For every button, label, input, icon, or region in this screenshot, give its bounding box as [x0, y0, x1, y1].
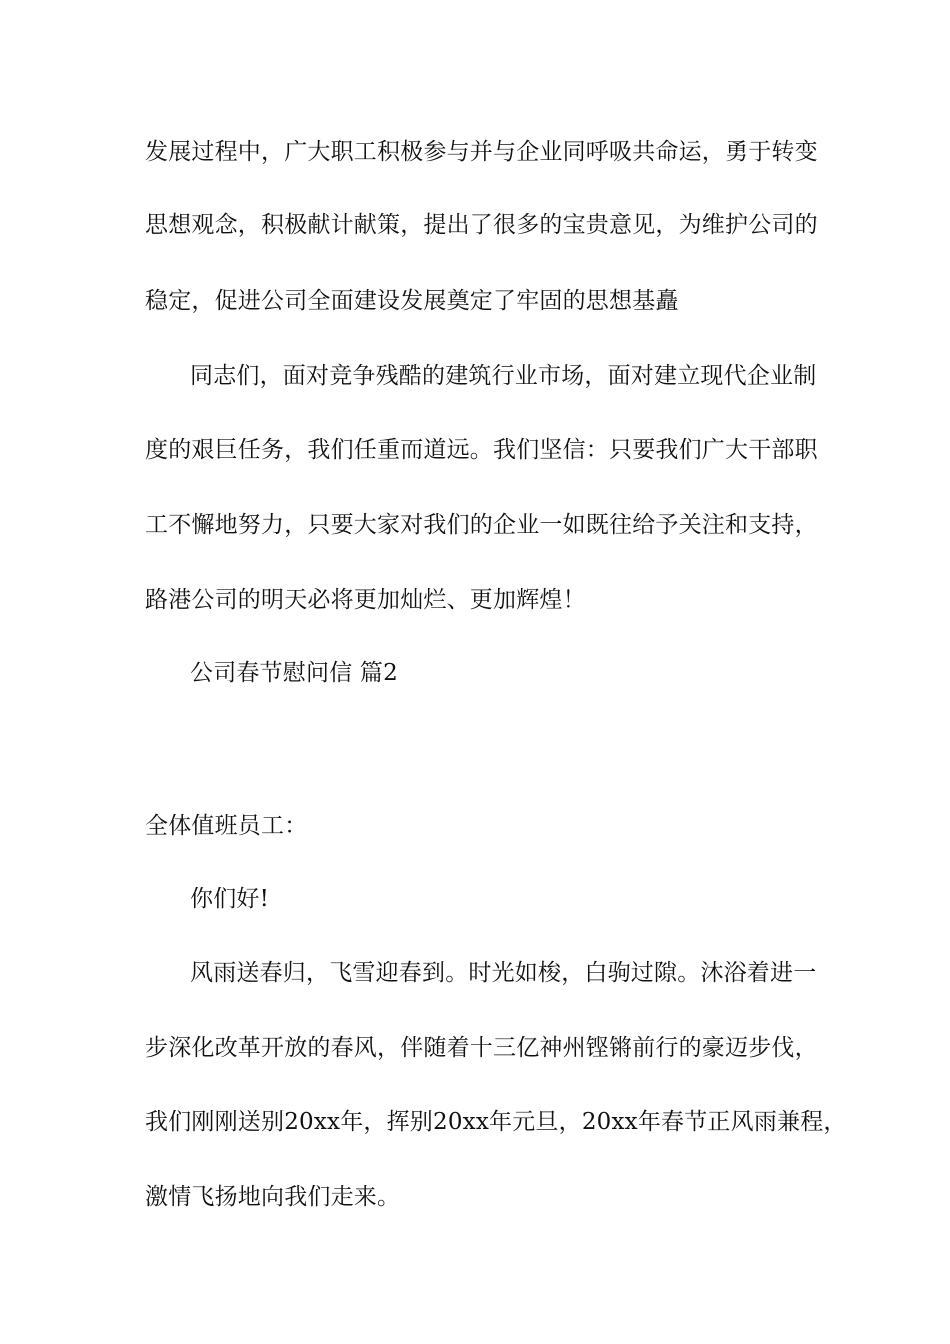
greeting: 你们好! [190, 886, 270, 912]
paragraph-3-line-1: 风雨送春归，飞雪迎春到。时光如梭，白驹过隙。沐浴着进一 [190, 960, 817, 986]
salutation: 全体值班员工： [145, 813, 308, 839]
paragraph-1-line-1: 发展过程中，广大职工积极参与并与企业同呼吸共命运，勇于转变 [145, 139, 818, 165]
section-title: 公司春节慰问信 篇2 [190, 660, 398, 686]
paragraph-1-line-3: 稳定，促进公司全面建设发展奠定了牢固的思想基矗 [145, 288, 679, 314]
paragraph-2-line-3: 工不懈地努力，只要大家对我们的企业一如既往给予关注和支持， [145, 512, 818, 538]
paragraph-3-line-2: 步深化改革开放的春风，伴随着十三亿神州铿锵前行的豪迈步伐， [145, 1035, 818, 1061]
paragraph-2-line-2: 度的艰巨任务，我们任重而道远。我们坚信：只要我们广大干部职 [145, 437, 818, 463]
paragraph-3-line-4: 激情飞扬地向我们走来。 [145, 1184, 401, 1210]
paragraph-3-line-3: 我们刚刚送别20xx年，挥别20xx年元旦，20xx年春节正风雨兼程， [145, 1109, 847, 1135]
paragraph-2-line-1: 同志们，面对竞争残酷的建筑行业市场，面对建立现代企业制 [190, 363, 817, 389]
paragraph-1-line-2: 思想观念，积极献计献策，提出了很多的宝贵意见，为维护公司的 [145, 212, 818, 238]
paragraph-2-line-4: 路港公司的明天必将更加灿烂、更加辉煌！ [145, 587, 586, 613]
